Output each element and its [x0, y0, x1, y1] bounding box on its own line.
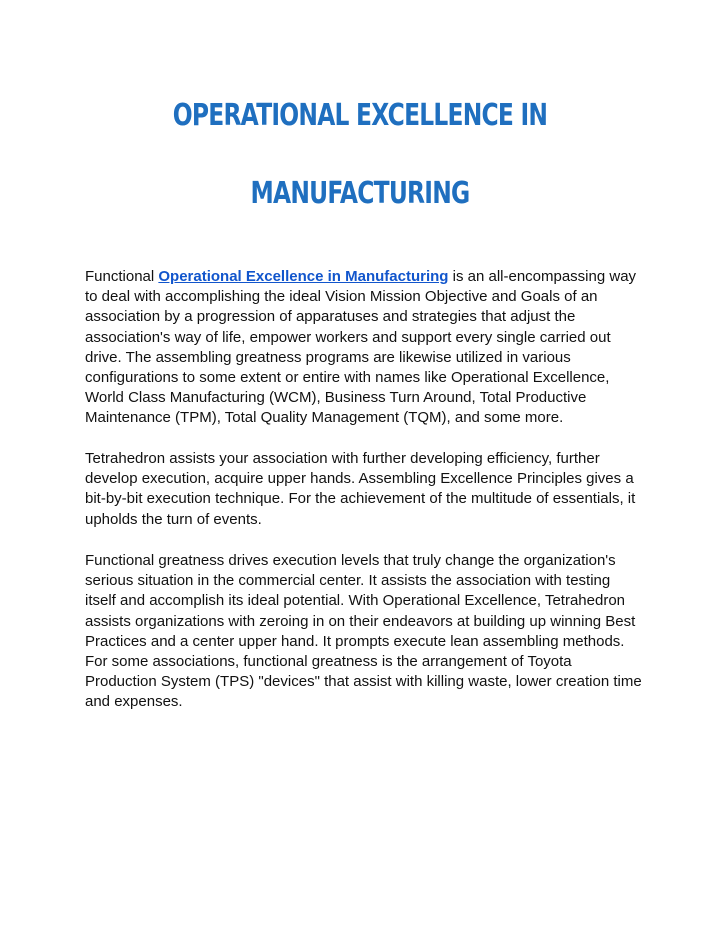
page-title-line-2: MANUFACTURING — [250, 176, 470, 211]
operational-excellence-link[interactable]: Operational Excellence in Manufacturing — [158, 268, 449, 285]
paragraph-1-rest: is an all-encompassing way to deal with accomplishing the ideal Vision Mission Objective and Goals of an association by a progression of apparatuses and strategies that adjust the association's way of life, empower workers and support every single carried out drive. The assembling greatness programs are likewise utilized in various configurations to some extent or entire with names like Operational Excellence, World Class Manufacturing (WCM), Business Turn Around, Total Productive Maintenance (TPM), Total Quality Management (TQM), and some more. — [85, 268, 637, 427]
paragraph-3: Functional greatness drives execution levels that truly change the organization's serious situation in the commercial center. It assists the association with testing itself and accomplish its ideal potential. With Operational Excellence, Tetrahedron assists organizations with zeroing in on their endeavors at building up winning Best Practices and a center upper hand. It prompts execute lean assembling methods. For some associations, functional greatness is the arrangement of Toyota Production System (TPS) "devices" that assist with killing waste, lower creation time and expenses. — [85, 552, 642, 711]
paragraph-1 — [85, 267, 645, 429]
paragraph-1-lead: Functional — [85, 268, 159, 285]
page-title-line-1: OPERATIONAL EXCELLENCE IN — [172, 98, 548, 133]
paragraph-2: Tetrahedron assists your association with further developing efficiency, further develop execution, acquire upper hands. Assembling Excellence Principles gives a bit-by-bit execution technique. For the achievement of the multitude of essentials, it upholds the turn of events. — [85, 450, 636, 528]
